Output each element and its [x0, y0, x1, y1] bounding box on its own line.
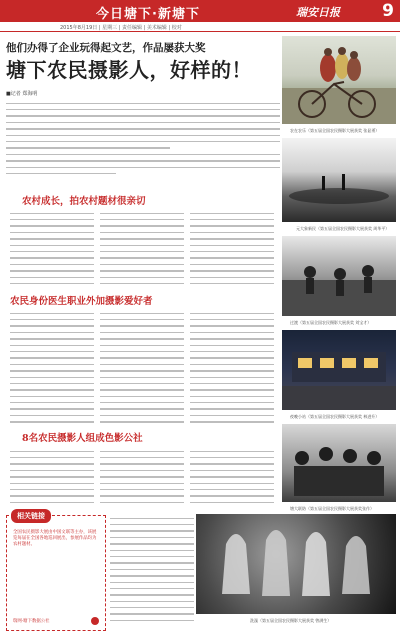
logo-icon — [91, 617, 99, 625]
page-number: 9 — [382, 1, 394, 21]
article-headline: 塘下农民摄影人，好样的！ — [6, 58, 252, 82]
photo-caption: 过渡（第五届全国农民摄影大展获奖 刘宝才） — [290, 320, 372, 325]
photo-bathing — [196, 514, 396, 614]
related-links-footer: 瑞网·塘下数据公社 — [13, 619, 50, 624]
article-body-column — [190, 310, 274, 428]
article-body-column — [100, 310, 184, 428]
section-heading: 8名农民摄影人组成色影公社 — [22, 433, 143, 444]
related-links-body: 全国农民摄影大展由中国文联等主办，该展览每届在全国各地巡回展出，参展作品均为农村题材。 — [13, 530, 97, 548]
photo-beach-scene — [282, 138, 396, 222]
photo-crossing — [282, 236, 396, 316]
related-links-tag: 相关链接 — [11, 509, 51, 523]
related-links-box — [6, 512, 106, 631]
article-body-column — [10, 310, 94, 428]
newspaper-brand: 瑞安日报 — [296, 6, 340, 19]
article-body-column — [190, 448, 274, 510]
section-heading: 农民身份医生职业外加摄影爱好者 — [10, 296, 153, 307]
article-body-column — [190, 210, 274, 290]
article-kicker: 他们办得了企业玩得起文艺，作品屡获大奖 — [6, 42, 206, 54]
article-body-column — [100, 210, 184, 290]
section-heading: 农村成长，拍农村题材很亲切 — [22, 196, 146, 207]
article-body-column — [10, 210, 94, 290]
photo-bicycle-children — [282, 36, 396, 124]
photo-caption: 元大象新民（第五届全国农民摄影大展获奖 周华平） — [296, 226, 390, 231]
dateline: 2015年8月19日 | 星期三 | 责任编辑 | 美术编辑 | 校对 — [60, 25, 182, 31]
photo-caption: 夜晚小站（第五届全国农民摄影大展获奖 林进升） — [290, 414, 380, 419]
photo-caption: 塘大联防（第五届全国农民摄影大展获奖张作） — [290, 506, 374, 511]
article-byline: ■记者 郑海明 — [6, 91, 38, 97]
header-rule — [0, 31, 400, 32]
photo-group — [282, 424, 396, 502]
photo-caption: 农在农乐（第五届全国农民摄影大展获奖 张显勇） — [290, 128, 380, 133]
article-body-column — [10, 448, 94, 510]
article-body-column — [100, 448, 184, 510]
article-body-column — [110, 515, 194, 627]
intro-paragraph — [6, 100, 280, 184]
photo-caption: 洗澡（第五届全国农民摄影大展获奖 曾满生） — [250, 618, 332, 623]
page-header-bar — [0, 0, 400, 22]
photo-night-station — [282, 330, 396, 410]
section-title: 今日塘下·新塘下 — [96, 7, 200, 22]
